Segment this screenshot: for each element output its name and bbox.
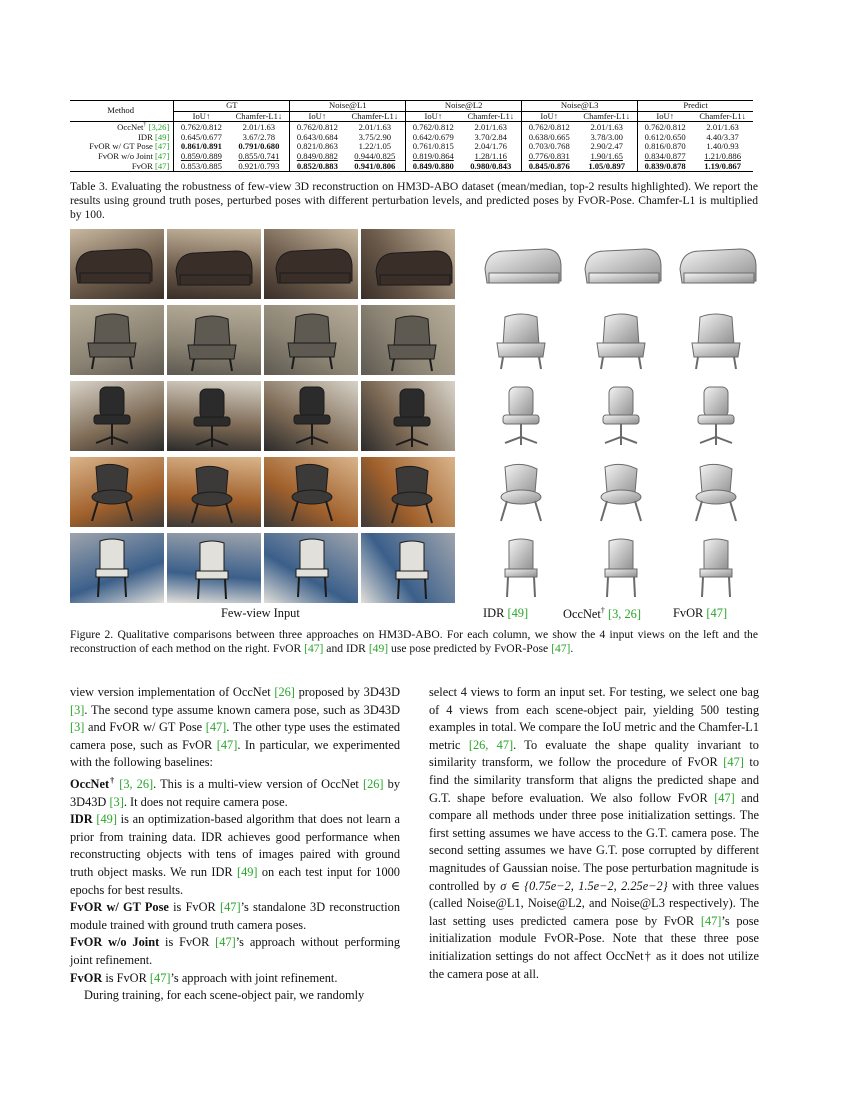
table-row <box>70 162 753 172</box>
label-idr-text: IDR <box>483 606 505 620</box>
citation-link[interactable]: [47] <box>304 642 324 655</box>
label-few-view-input: Few-view Input <box>221 606 300 620</box>
citation-link[interactable]: [47] <box>700 913 722 928</box>
body-text: . The other type uses the estimated camera pose, such as FvOR <box>70 720 401 752</box>
body-text: is FvOR <box>168 900 220 915</box>
table-cell: 3.75/2.90 <box>358 131 392 142</box>
table-cell: 0.944/0.825 <box>354 150 396 161</box>
left-column <box>70 684 400 1005</box>
dagger-sup: † <box>143 122 147 129</box>
body-text: ’s approach with joint refinement. <box>170 970 338 985</box>
table-cell: 0.791/0.680 <box>238 141 280 152</box>
table-cell: 0.849/0.882 <box>290 152 345 162</box>
body-text: is an optimization-based algorithm that does not learn a prior from training data. IDR achieves good performance when reconstructing objects with tens of images paired with ground truth object masks. We run IDR <box>70 812 400 880</box>
dagger-sup: † <box>600 606 605 615</box>
citation-link[interactable]: [3, 26] <box>119 777 154 792</box>
input-photo-office-chair <box>264 381 358 451</box>
table-cell: 0.859/0.889 <box>174 152 229 162</box>
baseline-title: IDR <box>70 812 93 827</box>
table-cell: 0.762/0.812 <box>522 122 577 133</box>
input-photo-lounge-chair <box>264 457 358 527</box>
method-name: IDR <box>138 131 153 142</box>
metric-header: IoU↑ <box>406 111 461 122</box>
citation-link[interactable]: [47] <box>149 970 171 985</box>
label-idr <box>483 606 528 621</box>
qualitative-figure <box>70 229 760 607</box>
table-cell: 0.762/0.812 <box>174 122 229 133</box>
label-fvor <box>673 606 727 621</box>
input-photo-lounge-chair <box>361 457 455 527</box>
metric-header: IoU↑ <box>174 111 229 122</box>
table-cell: 0.852/0.883 <box>290 162 345 172</box>
metric-header: Chamfer-L1↓ <box>583 110 630 121</box>
input-photo-dining-chair <box>70 533 164 603</box>
metric-header: IoU↑ <box>522 111 577 122</box>
body-text: is FvOR <box>102 970 150 985</box>
input-photo-sofa <box>70 229 164 299</box>
group-header-noise-l2: Noise@L2 <box>406 101 522 112</box>
table-cell: 2.04/1.76 <box>474 141 507 152</box>
method-name: OccNet <box>117 122 144 133</box>
citation-link[interactable]: [47] <box>155 150 170 161</box>
body-text: . The second type assume known camera pose, such as 3D43D <box>84 702 400 717</box>
citation-link[interactable]: [3] <box>109 794 124 809</box>
input-photo-office-chair <box>361 381 455 451</box>
body-text: to find the similarity transform that aligns the predicted shape and G.T. shape before evaluation. We also follow FvOR <box>429 755 760 805</box>
reconstruction-fvor-dining-chair <box>670 533 762 603</box>
table-cell: 0.762/0.812 <box>290 122 345 133</box>
table-cell: 0.762/0.812 <box>638 122 693 133</box>
metric-header: IoU↑ <box>638 111 693 122</box>
citation-link[interactable]: [3,26] <box>148 122 170 133</box>
citation-link[interactable]: [47] <box>205 720 227 735</box>
metric-header: Chamfer-L1↓ <box>467 110 515 121</box>
table-cell: 1.22/1.05 <box>358 141 392 152</box>
citation-link[interactable]: [26] <box>274 685 295 699</box>
reconstruction-idr-sofa <box>475 229 567 299</box>
reconstruction-occnet-dining-chair <box>575 533 667 603</box>
table-cell: 0.853/0.885 <box>174 162 229 172</box>
body-text: on each test input for 1000 epochs for best results. <box>70 865 400 897</box>
citation-link[interactable]: [47] <box>551 642 571 655</box>
caption-text: use pose predicted by FvOR-Pose <box>388 642 552 655</box>
table-cell: 1.21/0.886 <box>704 150 741 161</box>
input-photo-sofa <box>264 229 358 299</box>
table-cell: 0.819/0.864 <box>406 152 461 162</box>
paragraph <box>70 899 400 934</box>
table-cell: 2.01/1.63 <box>358 121 392 132</box>
table-cell: 2.01/1.63 <box>590 121 623 132</box>
metric-header: Chamfer-L1↓ <box>351 110 399 121</box>
caption-text: and IDR <box>323 642 369 655</box>
body-text: with three values (called Noise@L1, Noise@L2, and Noise@L3 respectively). The last setting uses predicted camera pose by FvOR <box>429 878 760 928</box>
table-cell: 0.821/0.863 <box>290 142 345 152</box>
table-cell: 0.861/0.891 <box>174 142 229 152</box>
group-header-noise-l3: Noise@L3 <box>522 101 638 112</box>
method-name: FvOR w/ GT Pose <box>89 141 153 152</box>
baseline-title: FvOR w/ GT Pose <box>70 900 169 915</box>
citation-link[interactable]: [47] <box>155 141 170 152</box>
input-photo-lounge-chair <box>70 457 164 527</box>
label-fvor-text: FvOR <box>673 606 704 620</box>
body-text: and compare all methods under three pose initialization settings. The first setting assumes we have access to the G.T. camera pose. The second setting assumes we have G.T. pose corrupted by different magnitudes of Gaussian noise. The pose perturbation magnitude is controlled by <box>429 790 759 893</box>
paragraph <box>70 811 400 899</box>
method-header: Method <box>107 105 135 116</box>
table-cell: 0.643/0.684 <box>290 133 345 143</box>
table-cell: 0.816/0.870 <box>638 142 693 152</box>
table-cell: 2.01/1.63 <box>474 121 507 132</box>
reconstruction-fvor-lounge-chair <box>670 457 762 527</box>
table-cell: 0.703/0.768 <box>522 142 577 152</box>
paragraph <box>70 772 400 811</box>
body-text: is FvOR <box>159 935 216 950</box>
table-cell: 0.980/0.843 <box>470 160 512 171</box>
reconstruction-fvor-armchair <box>670 305 762 375</box>
input-photo-armchair <box>361 305 455 375</box>
reconstruction-occnet-office-chair <box>575 381 667 451</box>
input-photo-armchair <box>167 305 261 375</box>
table-cell: 1.40/0.93 <box>706 141 739 152</box>
input-photo-office-chair <box>167 381 261 451</box>
citation-link[interactable]: [49] <box>155 131 170 142</box>
citation-link[interactable]: [47] <box>706 606 728 620</box>
paragraph: During training, for each scene-object pair, we randomly <box>84 988 365 1003</box>
reconstruction-idr-dining-chair <box>475 533 567 603</box>
citation-link[interactable]: [49] <box>236 865 258 880</box>
group-header-noise-l1: Noise@L1 <box>290 101 406 112</box>
label-occnet-text: OccNet <box>563 607 601 622</box>
citation-link[interactable]: [47] <box>215 935 236 950</box>
table-cell: 1.90/1.65 <box>590 150 623 161</box>
input-photo-armchair <box>264 305 358 375</box>
group-header-predict: Predict <box>638 101 753 112</box>
input-photo-sofa <box>361 229 455 299</box>
table-cell: 0.839/0.878 <box>638 162 693 172</box>
table-cell: 0.638/0.665 <box>522 133 577 143</box>
body-text: ’s approach without performing joint refinement. <box>70 935 400 968</box>
reconstruction-idr-lounge-chair <box>475 457 567 527</box>
citation-link[interactable]: [3] <box>70 702 85 717</box>
reconstruction-fvor-sofa <box>670 229 762 299</box>
table-cell: 0.845/0.876 <box>522 162 577 172</box>
table-cell: 0.776/0.831 <box>522 152 577 162</box>
paragraph <box>70 934 400 969</box>
citation-link[interactable]: [49] <box>368 642 389 655</box>
body-text: and FvOR w/ GT Pose <box>84 720 206 735</box>
method-name: FvOR w/o Joint <box>97 150 153 161</box>
caption-text: . <box>570 642 574 655</box>
body-text: . In particular, we experimented with the following baselines: <box>70 737 400 770</box>
math-expression: σ ∈ {0.75e−2, 1.5e−2, 2.25e−2} <box>500 878 668 893</box>
label-occnet <box>563 606 641 622</box>
table-cell: 0.642/0.679 <box>406 133 461 143</box>
input-photo-dining-chair <box>361 533 455 603</box>
citation-link[interactable]: [47] <box>723 755 744 770</box>
method-cell <box>70 162 174 172</box>
citation-link[interactable]: [47] <box>220 900 241 915</box>
citation-link[interactable]: [47] <box>216 737 238 752</box>
table-cell: 0.941/0.806 <box>354 160 396 171</box>
citation-link[interactable]: [49] <box>96 812 117 827</box>
reconstruction-occnet-armchair <box>575 305 667 375</box>
input-photo-dining-chair <box>264 533 358 603</box>
results-table <box>70 100 753 172</box>
baseline-title: FvOR w/o Joint <box>70 935 160 950</box>
table-cell: 0.921/0.793 <box>238 160 280 171</box>
reconstruction-idr-armchair <box>475 305 567 375</box>
paragraph <box>70 970 400 988</box>
table-cell: 1.05/0.897 <box>588 160 626 171</box>
body-text: ’s standalone 3D reconstruction module trained with ground truth camera poses. <box>70 900 400 932</box>
reconstruction-occnet-sofa <box>575 229 667 299</box>
input-photo-sofa <box>167 229 261 299</box>
body-text: view version implementation of OccNet <box>70 685 275 699</box>
body-text: . This is a multi-view version of OccNet <box>153 777 363 792</box>
citation-link[interactable]: [47] <box>155 160 170 171</box>
body-text: . To evaluate the shape quality invariant to similarity transform, we follow the procedure of FvOR <box>429 737 759 770</box>
citation-link[interactable]: [26] <box>362 777 384 792</box>
dagger-sup: † <box>109 775 116 785</box>
table-cell: 0.762/0.812 <box>406 122 461 133</box>
table-cell: 2.01/1.63 <box>706 121 739 132</box>
table-caption: Table 3. Evaluating the robustness of few-view 3D reconstruction on HM3D-ABO dataset (mean/median, top-2 results highlighted). We report the results using ground truth poses, perturbed poses with different perturbation levels, and predicted poses by FvOR-Pose. Chamfer-L1 is multiplied by 100. <box>70 180 758 221</box>
baseline-title: OccNet <box>70 777 110 792</box>
reconstruction-fvor-office-chair <box>670 381 762 451</box>
table-cell: 0.855/0.741 <box>238 150 280 161</box>
paragraph <box>429 684 759 983</box>
baseline-title: FvOR <box>70 970 103 985</box>
input-photo-armchair <box>70 305 164 375</box>
body-text: proposed by 3D43D <box>294 685 400 699</box>
citation-link[interactable]: [26, 47] <box>468 737 514 752</box>
reconstruction-idr-office-chair <box>475 381 567 451</box>
group-header-gt: GT <box>174 101 290 112</box>
reconstruction-occnet-lounge-chair <box>575 457 667 527</box>
metric-header: Chamfer-L1↓ <box>699 110 746 121</box>
table-cell: 0.645/0.677 <box>174 133 229 143</box>
table-cell: 3.78/3.00 <box>590 131 623 142</box>
table-cell: 3.70/2.84 <box>474 131 507 142</box>
body-text: by 3D43D <box>70 777 400 809</box>
figure-caption <box>70 628 758 656</box>
metric-header: Chamfer-L1↓ <box>235 110 283 121</box>
body-text: select 4 views to form an input set. For testing, we select one bag of 4 views from each scene-object pair, yielding 500 testing examples in total. We compare the IoU metric and the Chamfer-L1 metric <box>429 685 759 752</box>
body-text: . It does not require camera pose. <box>123 794 288 809</box>
input-photo-office-chair <box>70 381 164 451</box>
right-column <box>429 684 759 983</box>
table-cell: 1.19/0.867 <box>704 160 741 171</box>
table-cell: 0.612/0.650 <box>638 133 693 143</box>
table-cell: 0.849/0.880 <box>406 162 461 172</box>
table-cell: 1.28/1.16 <box>474 150 507 161</box>
table-cell: 2.01/1.63 <box>242 121 276 132</box>
table-cell: 0.761/0.815 <box>406 142 461 152</box>
citation-link[interactable]: [49] <box>507 606 529 620</box>
table-cell: 3.67/2.78 <box>242 131 276 142</box>
citation-link[interactable]: [3, 26] <box>607 607 641 622</box>
body-text: ’s pose initialization module FvOR-Pose. Note that these three pose initialization settings do not affect OccNet† as it does not utilize the camera pose at all. <box>429 913 759 981</box>
method-name: FvOR <box>131 160 153 171</box>
caption-text: Figure 2. Qualitative comparisons between three approaches on HM3D-ABO. For each column, we show the 4 input views on the left and the reconstruction of each method on the right. FvOR <box>70 628 758 655</box>
paragraph <box>70 684 400 772</box>
citation-link[interactable]: [47] <box>714 790 735 805</box>
input-photo-dining-chair <box>167 533 261 603</box>
input-photo-lounge-chair <box>167 457 261 527</box>
metric-header: IoU↑ <box>290 111 345 122</box>
table-cell: 4.40/3.37 <box>706 131 739 142</box>
table-cell: 2.90/2.47 <box>590 141 623 152</box>
citation-link[interactable]: [3] <box>70 720 85 735</box>
table-cell: 0.834/0.877 <box>638 152 693 162</box>
